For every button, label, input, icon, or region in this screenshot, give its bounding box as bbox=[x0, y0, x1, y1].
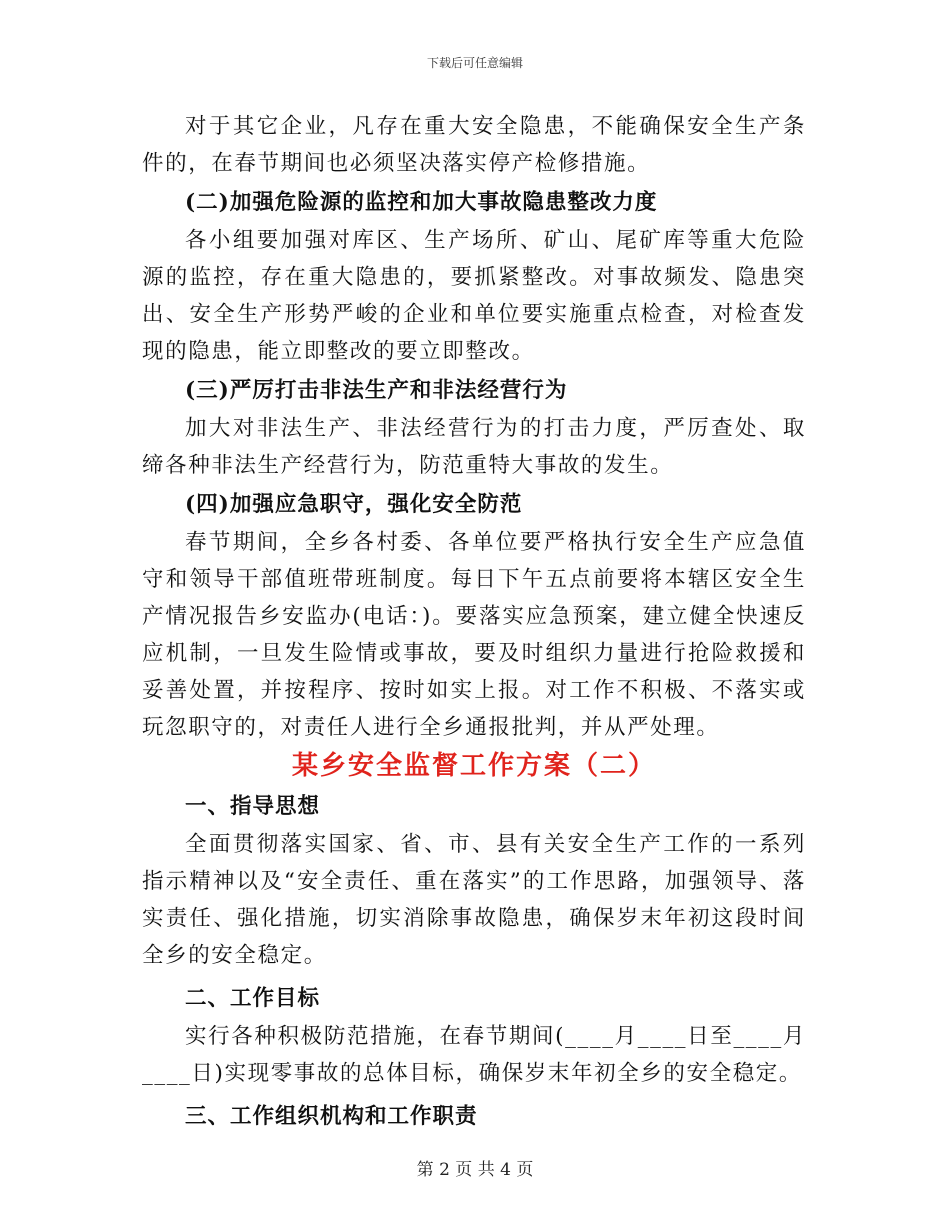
paragraph: 春节期间，全乡各村委、各单位要严格执行安全生产应急值守和领导干部值班带班制度。每日下午五点前要将本辖区安全生产情况报告乡安监办(电话：)。要落实应急预案，建立健全快速反应机制，一旦发生险情或事故，要及时组织力量进行抢险救援和妥善处置，并按程序、按时如实上报。对工作不积极、不落实或玩忽职守的，对责任人进行全乡通报批判，并从严处理。 bbox=[142, 530, 806, 740]
paragraph: 对于其它企业，凡存在重大安全隐患，不能确保安全生产条件的，在春节期间也必须坚决落实停产检修措施。 bbox=[142, 114, 806, 176]
document-title: 某乡安全监督工作方案（二） bbox=[291, 751, 656, 781]
page-footer: 第 2 页 共 4 页 bbox=[416, 1160, 534, 1180]
section-heading: (二)加强危险源的监控和加大事故隐患整改力度 bbox=[185, 190, 658, 215]
section-heading: (四)加强应急职守，强化安全防范 bbox=[185, 492, 523, 517]
paragraph: 全面贯彻落实国家、省、市、县有关安全生产工作的一系列指示精神以及“安全责任、重在落实”的工作思路，加强领导、落实责任、强化措施，切实消除事故隐患，确保岁末年初这段时间全乡的安全稳定。 bbox=[142, 832, 806, 968]
paragraph: 加大对非法生产、非法经营行为的打击力度，严厉查处、取缔各种非法生产经营行为，防范重特大事故的发生。 bbox=[142, 416, 806, 478]
section-heading: (三)严厉打击非法生产和非法经营行为 bbox=[185, 378, 568, 403]
section-heading: 二、工作目标 bbox=[185, 986, 321, 1011]
document-body bbox=[142, 108, 806, 1136]
paragraph: 实行各种积极防范措施，在春节期间(____月____日至____月____日)实现零事故的总体目标，确保岁末年初全乡的安全稳定。 bbox=[142, 1024, 806, 1086]
page-header: 下载后可任意编辑 bbox=[426, 56, 523, 70]
section-heading: 一、指导思想 bbox=[185, 794, 321, 819]
paragraph: 各小组要加强对库区、生产场所、矿山、尾矿库等重大危险源的监控，存在重大隐患的，要抓紧整改。对事故频发、隐患突出、安全生产形势严峻的企业和单位要实施重点检查，对检查发现的隐患，能立即整改的要立即整改。 bbox=[142, 228, 806, 364]
section-heading: 三、工作组织机构和工作职责 bbox=[185, 1104, 478, 1129]
